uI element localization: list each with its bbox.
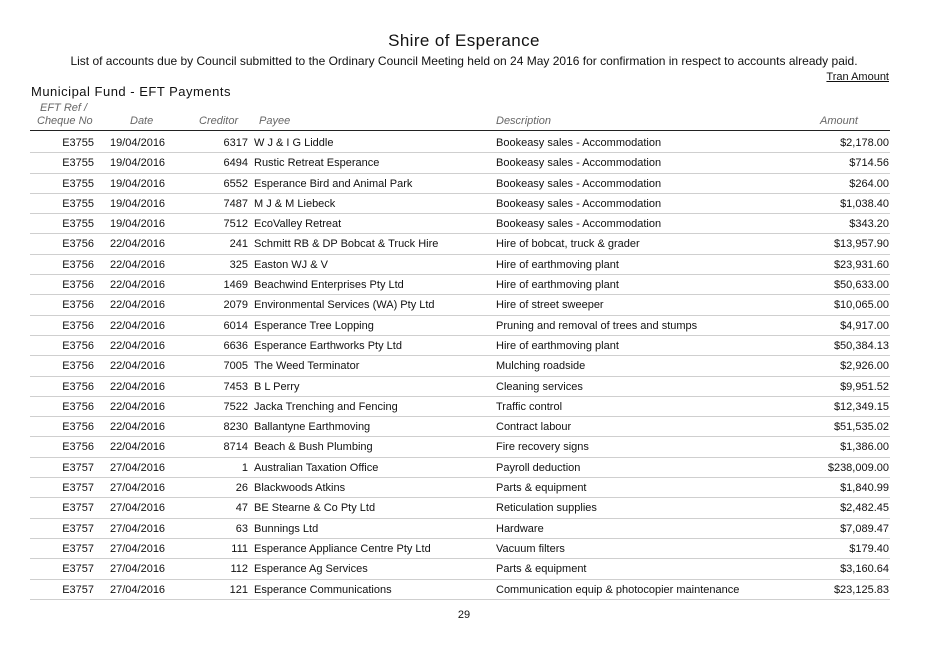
- cell-date: 22/04/2016: [110, 380, 166, 393]
- cell-creditor: 241: [229, 238, 248, 251]
- page-title: Shire of Esperance: [388, 31, 540, 50]
- column-header-creditor: Creditor: [199, 115, 239, 127]
- cell-ref: E3755: [62, 197, 94, 210]
- table-row: [0, 234, 928, 254]
- cell-ref: E3755: [62, 218, 94, 231]
- cell-payee: The Weed Terminator: [254, 360, 360, 373]
- cell-ref: E3757: [62, 563, 94, 576]
- cell-payee: EcoValley Retreat: [254, 218, 342, 231]
- cell-payee: Beach & Bush Plumbing: [254, 441, 373, 454]
- cell-creditor: 112: [230, 563, 248, 576]
- cell-ref: E3756: [62, 319, 94, 332]
- cell-creditor: 7512: [223, 218, 248, 231]
- table-row: [0, 559, 928, 579]
- cell-description: Bookeasy sales - Accommodation: [496, 177, 662, 190]
- cell-ref: E3756: [62, 299, 94, 312]
- cell-creditor: 2079: [223, 299, 248, 312]
- cell-date: 22/04/2016: [110, 400, 166, 413]
- cell-amount: $51,535.02: [833, 421, 889, 434]
- cell-ref: E3756: [62, 380, 94, 393]
- cell-ref: E3755: [62, 137, 94, 149]
- cell-creditor: 26: [235, 482, 248, 495]
- cell-amount: $2,926.00: [840, 360, 889, 373]
- cell-creditor: 6494: [223, 157, 248, 170]
- cell-amount: $1,038.40: [840, 197, 889, 210]
- cell-description: Vacuum filters: [496, 542, 565, 555]
- cell-amount: $23,125.83: [833, 583, 889, 596]
- cell-description: Bookeasy sales - Accommodation: [496, 137, 662, 149]
- cell-amount: $7,089.47: [840, 522, 889, 535]
- table-row: [0, 437, 928, 457]
- payments-table: [0, 133, 928, 600]
- cell-amount: $10,065.00: [833, 299, 889, 312]
- table-row: [0, 174, 928, 194]
- cell-creditor: 121: [229, 583, 248, 596]
- cell-description: Hire of earthmoving plant: [496, 339, 619, 352]
- column-header-description: Description: [496, 115, 552, 127]
- cell-description: Mulching roadside: [496, 360, 586, 373]
- cell-creditor: 7005: [223, 360, 248, 373]
- cell-creditor: 8714: [223, 441, 248, 454]
- cell-amount: $50,384.13: [833, 339, 889, 352]
- cell-payee: Ballantyne Earthmoving: [254, 421, 371, 434]
- cell-amount: $2,482.45: [840, 502, 889, 515]
- cell-payee: Bunnings Ltd: [254, 522, 319, 535]
- cell-amount: $9,951.52: [840, 380, 889, 393]
- cell-creditor: 6317: [223, 137, 248, 149]
- cell-ref: E3756: [62, 279, 94, 292]
- table-row: [0, 498, 928, 518]
- table-row: [0, 133, 928, 153]
- table-row: [0, 519, 928, 539]
- cell-creditor: 6014: [223, 319, 248, 332]
- cell-date: 19/04/2016: [110, 197, 166, 210]
- cell-payee: Esperance Earthworks Pty Ltd: [254, 339, 402, 352]
- table-row: [0, 356, 928, 376]
- table-row: [0, 336, 928, 356]
- cell-description: Contract labour: [496, 421, 572, 434]
- cell-payee: Esperance Tree Lopping: [254, 319, 374, 332]
- cell-description: Communication equip & photocopier maintenance: [496, 583, 740, 596]
- cell-payee: Easton WJ & V: [254, 258, 328, 271]
- cell-creditor: 63: [235, 522, 248, 535]
- cell-date: 19/04/2016: [110, 137, 166, 149]
- cell-payee: Jacka Trenching and Fencing: [254, 400, 398, 413]
- column-header-payee: Payee: [259, 115, 291, 127]
- cell-amount: $1,840.99: [840, 482, 889, 495]
- cell-creditor: 111: [231, 542, 248, 555]
- cell-amount: $2,178.00: [840, 137, 889, 149]
- cell-ref: E3756: [62, 441, 94, 454]
- cell-creditor: 7487: [223, 197, 248, 210]
- cell-payee: BE Stearne & Co Pty Ltd: [254, 502, 376, 515]
- cell-ref: E3755: [62, 157, 94, 170]
- table-row: [0, 214, 928, 234]
- cell-description: Payroll deduction: [496, 461, 581, 474]
- cell-amount: $714.56: [849, 157, 889, 170]
- cell-payee: Beachwind Enterprises Pty Ltd: [254, 279, 404, 292]
- cell-description: Traffic control: [496, 400, 563, 413]
- cell-ref: E3757: [62, 583, 94, 596]
- cell-ref: E3757: [62, 461, 94, 474]
- cell-date: 27/04/2016: [110, 502, 166, 515]
- cell-description: Pruning and removal of trees and stumps: [496, 319, 698, 332]
- cell-description: Fire recovery signs: [496, 441, 589, 454]
- cell-payee: Environmental Services (WA) Pty Ltd: [254, 299, 435, 312]
- cell-date: 27/04/2016: [110, 522, 166, 535]
- cell-date: 19/04/2016: [110, 218, 166, 231]
- column-header-ref-line2: Cheque No: [37, 115, 93, 127]
- cell-ref: E3756: [62, 258, 94, 271]
- table-row: [0, 255, 928, 275]
- cell-date: 19/04/2016: [110, 177, 166, 190]
- cell-creditor: 6636: [223, 339, 248, 352]
- table-row: [0, 377, 928, 397]
- cell-payee: Esperance Bird and Animal Park: [254, 177, 413, 190]
- cell-creditor: 7522: [223, 400, 248, 413]
- cell-date: 22/04/2016: [110, 319, 166, 332]
- column-header-amount: Amount: [820, 115, 858, 127]
- cell-date: 27/04/2016: [110, 542, 166, 555]
- cell-description: Hire of street sweeper: [496, 299, 604, 312]
- cell-description: Cleaning services: [496, 380, 583, 393]
- cell-date: 22/04/2016: [110, 299, 166, 312]
- cell-date: 27/04/2016: [110, 461, 166, 474]
- table-row: [0, 316, 928, 336]
- cell-amount: $13,957.90: [833, 238, 889, 251]
- cell-ref: E3756: [62, 238, 94, 251]
- cell-payee: Esperance Ag Services: [254, 563, 368, 576]
- cell-description: Hire of earthmoving plant: [496, 279, 619, 292]
- table-row: [0, 275, 928, 295]
- cell-creditor: 325: [229, 258, 248, 271]
- page-subtitle: List of accounts due by Council submitted to the Ordinary Council Meeting held on 24 May 2016 for confirmation in respect to accounts already paid.: [70, 54, 858, 68]
- cell-date: 22/04/2016: [110, 279, 166, 292]
- cell-date: 27/04/2016: [110, 482, 166, 495]
- cell-date: 22/04/2016: [110, 441, 166, 454]
- cell-ref: E3756: [62, 421, 94, 434]
- cell-amount: $238,009.00: [827, 461, 889, 474]
- cell-description: Bookeasy sales - Accommodation: [496, 197, 662, 210]
- cell-date: 22/04/2016: [110, 421, 166, 434]
- section-title: Municipal Fund - EFT Payments: [31, 84, 231, 99]
- cell-creditor: 7453: [223, 380, 248, 393]
- table-row: [0, 478, 928, 498]
- cell-creditor: 47: [235, 502, 248, 515]
- cell-amount: $179.40: [849, 542, 889, 555]
- cell-payee: Esperance Communications: [254, 583, 392, 596]
- page-number: 29: [457, 609, 471, 621]
- table-row: [0, 458, 928, 478]
- cell-date: 22/04/2016: [110, 258, 166, 271]
- table-row: [0, 417, 928, 437]
- cell-description: Parts & equipment: [496, 563, 587, 576]
- column-header-date: Date: [130, 115, 154, 127]
- table-row: [0, 580, 928, 600]
- cell-amount: $23,931.60: [833, 258, 889, 271]
- cell-ref: E3757: [62, 482, 94, 495]
- table-row: [0, 539, 928, 559]
- cell-ref: E3757: [62, 522, 94, 535]
- tran-amount-label: Tran Amount: [826, 71, 889, 83]
- cell-ref: E3757: [62, 502, 94, 515]
- cell-date: 19/04/2016: [110, 157, 166, 170]
- cell-date: 22/04/2016: [110, 360, 166, 373]
- cell-amount: $1,386.00: [840, 441, 889, 454]
- cell-ref: E3756: [62, 400, 94, 413]
- cell-payee: Schmitt RB & DP Bobcat & Truck Hire: [254, 238, 439, 251]
- cell-ref: E3755: [62, 177, 94, 190]
- cell-creditor: 8230: [223, 421, 248, 434]
- cell-payee: M J & M Liebeck: [254, 197, 336, 210]
- cell-ref: E3756: [62, 339, 94, 352]
- cell-description: Bookeasy sales - Accommodation: [496, 157, 662, 170]
- cell-date: 27/04/2016: [110, 563, 166, 576]
- column-header-ref-line1: EFT Ref /: [40, 102, 88, 114]
- cell-description: Hire of bobcat, truck & grader: [496, 238, 640, 251]
- cell-date: 27/04/2016: [110, 583, 166, 596]
- table-row: [0, 295, 928, 315]
- cell-payee: B L Perry: [254, 380, 300, 393]
- cell-amount: $343.20: [849, 218, 889, 231]
- cell-description: Reticulation supplies: [496, 502, 597, 515]
- cell-creditor: 1469: [223, 279, 248, 292]
- cell-payee: Rustic Retreat Esperance: [254, 157, 380, 170]
- cell-amount: $12,349.15: [833, 400, 889, 413]
- cell-amount: $3,160.64: [840, 563, 889, 576]
- cell-description: Bookeasy sales - Accommodation: [496, 218, 662, 231]
- cell-amount: $264.00: [849, 177, 889, 190]
- cell-creditor: 6552: [223, 177, 248, 190]
- cell-description: Hire of earthmoving plant: [496, 258, 619, 271]
- cell-creditor: 1: [241, 461, 248, 474]
- cell-amount: $4,917.00: [840, 319, 889, 332]
- table-row: [0, 194, 928, 214]
- cell-payee: Australian Taxation Office: [254, 461, 379, 474]
- cell-ref: E3757: [62, 542, 94, 555]
- table-row: [0, 397, 928, 417]
- cell-date: 22/04/2016: [110, 238, 166, 251]
- table-row: [0, 153, 928, 173]
- cell-description: Parts & equipment: [496, 482, 587, 495]
- cell-description: Hardware: [496, 522, 544, 535]
- cell-date: 22/04/2016: [110, 339, 166, 352]
- cell-payee: Esperance Appliance Centre Pty Ltd: [254, 542, 431, 555]
- header-divider: [30, 130, 890, 131]
- cell-payee: W J & I G Liddle: [254, 137, 334, 149]
- cell-ref: E3756: [62, 360, 94, 373]
- cell-payee: Blackwoods Atkins: [254, 482, 346, 495]
- cell-amount: $50,633.00: [833, 279, 889, 292]
